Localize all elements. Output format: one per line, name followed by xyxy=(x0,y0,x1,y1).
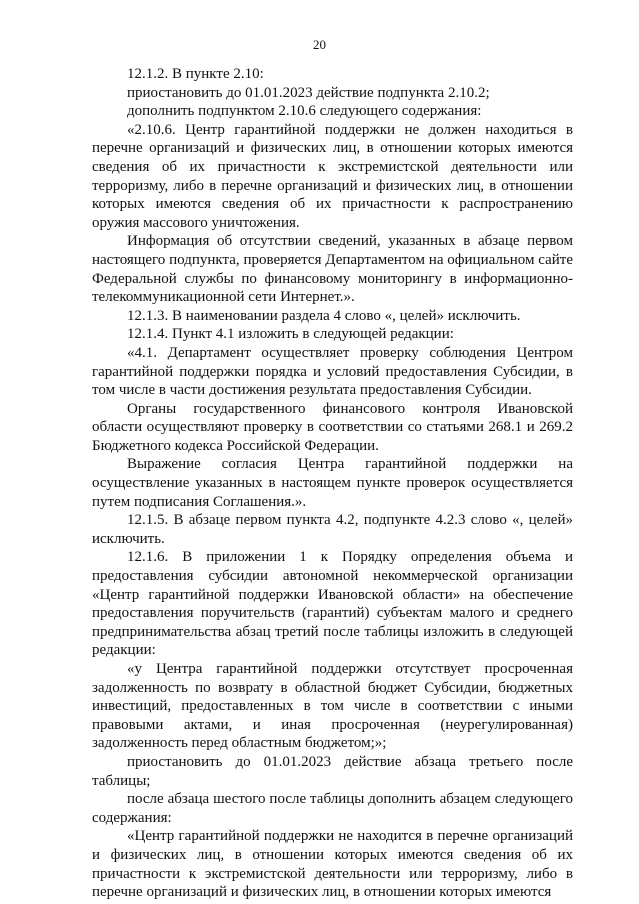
paragraph-12-1-5: 12.1.5. В абзаце первом пункта 4.2, подпункте 4.2.3 слово «, целей» исключить. xyxy=(92,512,573,547)
paragraph-suspend-third: приостановить до 01.01.2023 действие абзаца третьего после таблицы; xyxy=(92,753,573,789)
paragraph-info-check: Информация об отсутствии сведений, указанных в абзаце первом настоящего подпункта, проверяется Департаментом на официальном сайте Федеральной службы по финансовому мониторингу в информационно-телекоммуникационной сети Интернет.». xyxy=(92,233,573,306)
paragraph-12-1-3: 12.1.3. В наименовании раздела 4 слово «, целей» исключить. xyxy=(127,307,521,324)
paragraph-12-1-6: 12.1.6. В приложении 1 к Порядку определения объема и предоставления субсидии автономной некоммерческой организации «Центр гарантийной поддержки Ивановской области» на обеспечение предоставления поручительств (гарантий) субъектам малого и среднего предпринимательства абзац третий после таблицы изложить в следующей редакции: xyxy=(92,549,573,659)
paragraph-2-10-6-text: «2.10.6. Центр гарантийной поддержки не должен находиться в перечне организаций и физических лиц, в отношении которых имеются сведения об их причастности к экстремистской деятельности или терроризму, либо в перечне организаций и физических лиц, в отношении которых имеются сведения об их причастности к распространению оружия массового уничтожения. xyxy=(92,121,573,231)
document-body xyxy=(92,65,573,902)
paragraph-12-1-2: 12.1.2. В пункте 2.10: xyxy=(127,66,264,82)
paragraph-after-sixth: после абзаца шестого после таблицы дополнить абзацем следующего содержания: xyxy=(92,791,573,826)
paragraph-12-1-4: 12.1.4. Пункт 4.1 изложить в следующей редакции: xyxy=(127,326,454,343)
paragraph-4-1-text: «4.1. Департамент осуществляет проверку соблюдения Центром гарантийной поддержки порядка и условий предоставления Субсидии, в том числе в части достижения результата предоставления Субсидии. xyxy=(92,344,573,399)
page-number: 20 xyxy=(313,37,326,52)
paragraph-not-in-list: «Центр гарантийной поддержки не находится в перечне организаций и физических лиц, в отношении которых имеются сведения об их причастности к экстремистской деятельности или терроризму, либо в перечне организаций и физических лиц, в отношении которых имеются xyxy=(92,828,573,901)
paragraph-add-2-10-6: дополнить подпунктом 2.10.6 следующего содержания: xyxy=(127,103,482,120)
paragraph-consent: Выражение согласия Центра гарантийной поддержки на осуществление указанных в настоящем пункте проверок осуществляется путем подписания Соглашения.». xyxy=(92,456,573,510)
paragraph-suspend-2-10-2: приостановить до 01.01.2023 действие подпункта 2.10.2; xyxy=(127,84,490,101)
paragraph-no-debt: «у Центра гарантийной поддержки отсутствует просроченная задолженность по возврату в областной бюджет Субсидии, бюджетных инвестиций, предоставленных в том числе в соответствии с иными правовыми актами, и иная просроченная (неурегулированная) задолженность перед областным бюджетом;»; xyxy=(92,661,573,752)
paragraph-financial-control: Органы государственного финансового контроля Ивановской области осуществляют проверку в соответствии со статьями 268.1 и 269.2 Бюджетного кодекса Российской Федерации. xyxy=(92,400,573,454)
